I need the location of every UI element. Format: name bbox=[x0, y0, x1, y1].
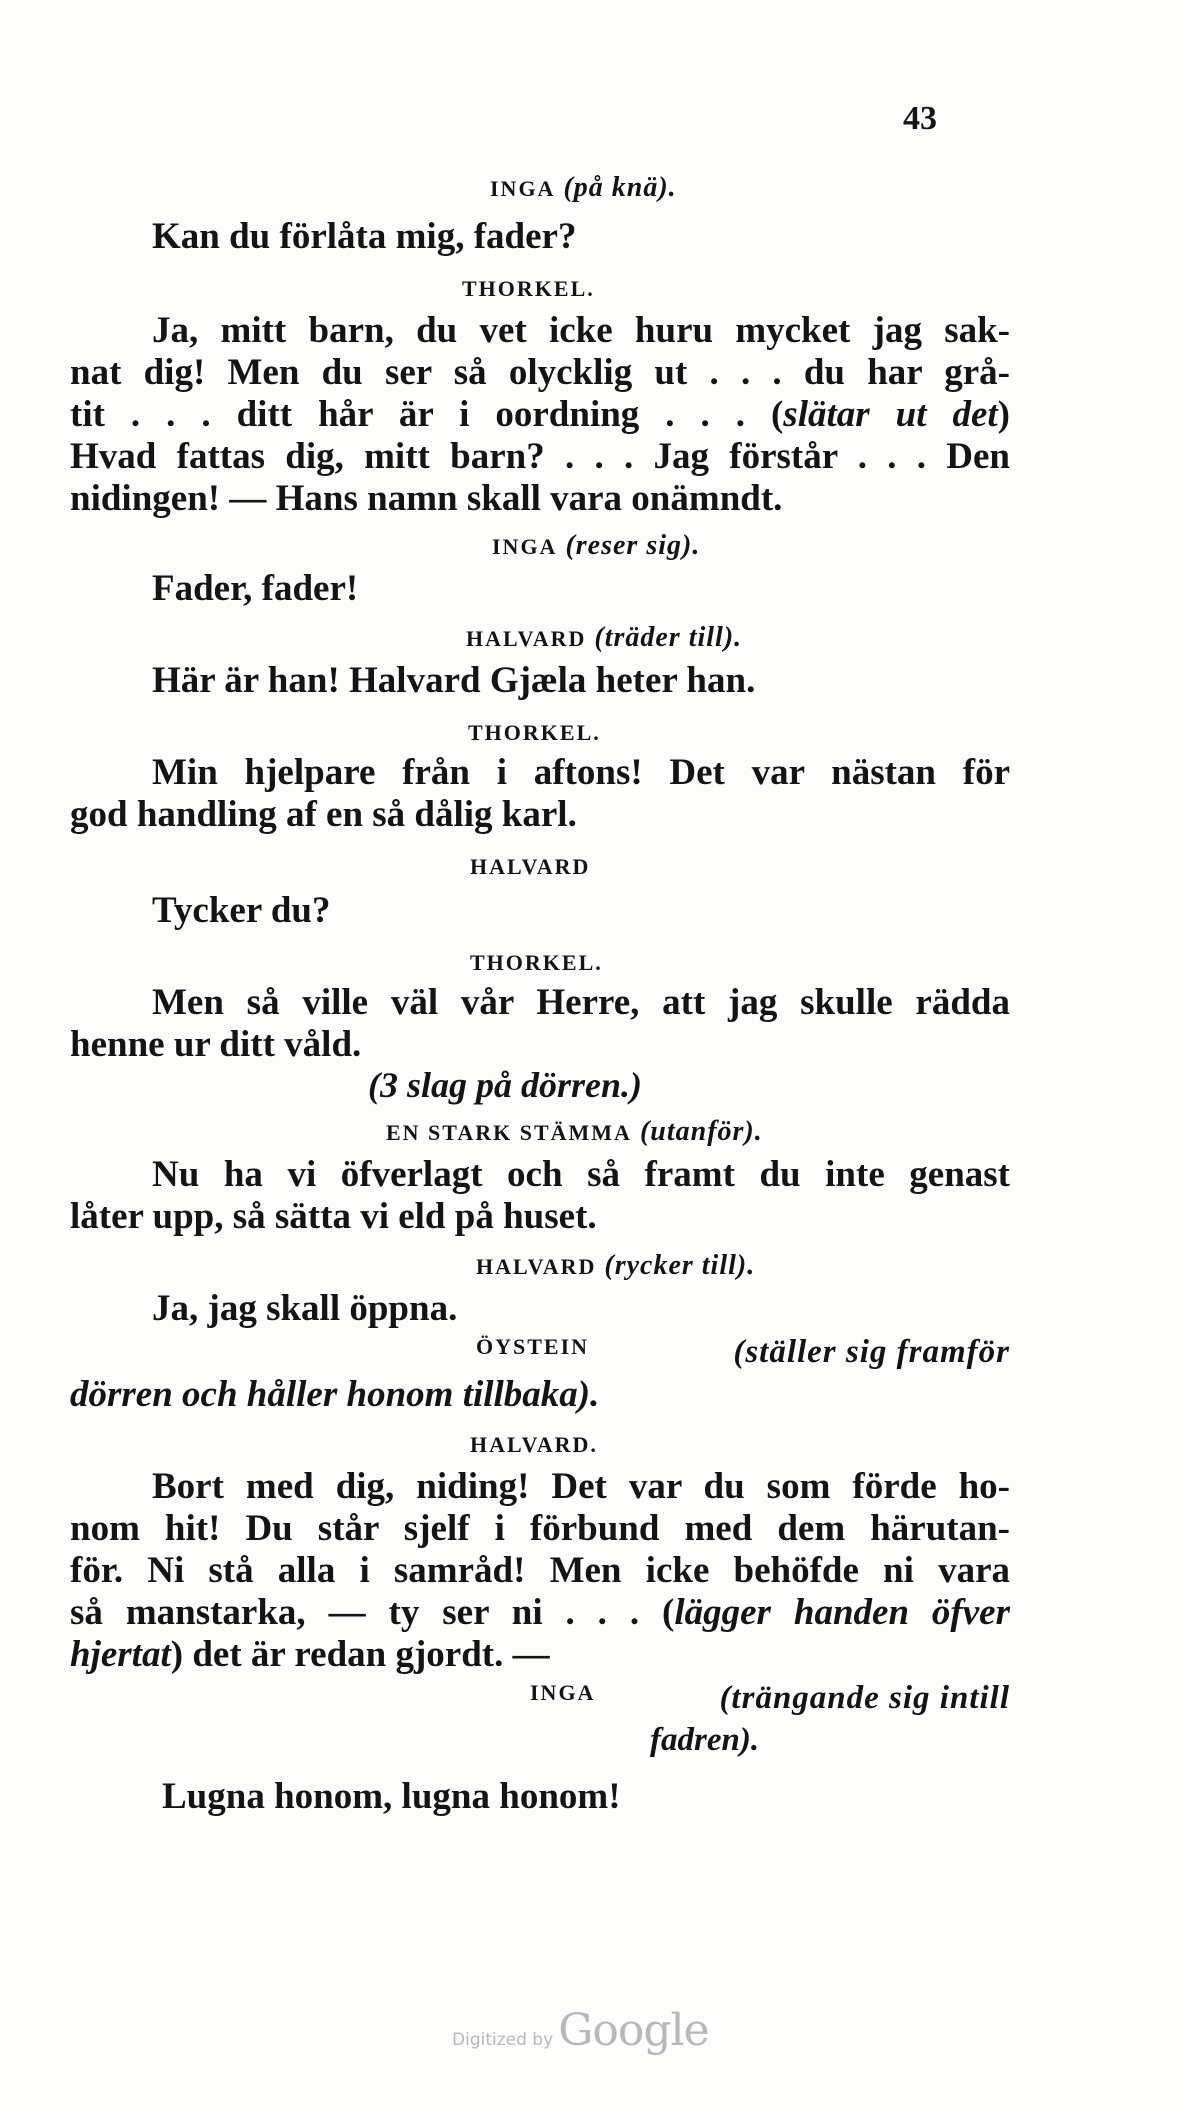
dialogue-line bbox=[70, 1592, 1010, 1634]
watermark-prefix: Digitized by bbox=[452, 2030, 554, 2050]
speaker-name: HALVARD bbox=[466, 626, 587, 651]
speaker-thorkel bbox=[468, 716, 601, 748]
speaker-halvard bbox=[476, 1250, 755, 1282]
dialogue-line: Lugna honom, lugna honom! bbox=[162, 1776, 621, 1817]
dialogue-line: Kan du förlåta mig, fader? bbox=[152, 216, 577, 257]
dialogue-line: Min hjelpare från i aftons! Det var nästan för bbox=[152, 752, 1010, 793]
dialogue-line: Ja, mitt barn, du vet icke huru mycket jag sak- bbox=[152, 310, 1010, 351]
dialogue-line: Bort med dig, niding! Det var du som förde ho- bbox=[152, 1466, 1010, 1507]
speaker-inga bbox=[530, 1680, 1010, 1717]
stage-direction-continued: dörren och håller honom tillbaka). bbox=[70, 1374, 600, 1415]
dialogue-line: Men så ville väl vår Herre, att jag skulle rädda bbox=[152, 982, 1010, 1023]
dialogue-line: låter upp, så sätta vi eld på huset. bbox=[70, 1196, 597, 1237]
dialogue-line: henne ur ditt våld. bbox=[70, 1024, 362, 1065]
dialogue-line: Tycker du? bbox=[152, 890, 331, 931]
speaker-halvard bbox=[470, 1428, 598, 1460]
dialogue-line: nat dig! Men du ser så olycklig ut . . . du har grå- bbox=[70, 352, 1010, 393]
dialogue-line: Här är han! Halvard Gjæla heter han. bbox=[152, 660, 756, 701]
speaker-inga bbox=[492, 530, 700, 562]
speaker-name: INGA bbox=[492, 534, 558, 559]
text-run: ) bbox=[997, 394, 1010, 435]
stage-direction-continued: fadren). bbox=[650, 1722, 760, 1758]
speaker-name: INGA bbox=[530, 1680, 596, 1705]
speaker-name: HALVARD bbox=[470, 854, 591, 879]
speaker-name: THORKEL. bbox=[470, 950, 603, 975]
page-number: 43 bbox=[903, 100, 937, 137]
inline-stage-direction: lägger handen öfver bbox=[674, 1592, 1010, 1633]
speaker-halvard bbox=[466, 622, 742, 654]
inline-stage-direction: hjertat bbox=[70, 1634, 171, 1675]
dialogue-line bbox=[70, 394, 1010, 436]
dialogue-line: Ja, jag skall öppna. bbox=[152, 1288, 458, 1329]
digitized-by-google-watermark bbox=[452, 2005, 709, 2056]
speaker-name: THORKEL. bbox=[462, 276, 595, 301]
speaker-name: ÖYSTEIN bbox=[476, 1334, 590, 1359]
stage-direction: (3 slag på dörren.) bbox=[368, 1065, 643, 1105]
speaker-thorkel bbox=[470, 946, 603, 978]
text-run: tit . . . ditt hår är i oordning . . . ( bbox=[70, 394, 784, 435]
dialogue-line: Fader, fader! bbox=[152, 568, 359, 609]
dialogue-line: god handling af en så dålig karl. bbox=[70, 794, 577, 835]
stage-direction: (utanför). bbox=[639, 1116, 763, 1147]
google-wordmark: Google bbox=[558, 2005, 709, 2056]
dialogue-line: Hvad fattas dig, mitt barn? . . . Jag förstår . . . Den bbox=[70, 436, 1010, 477]
speaker-halvard bbox=[470, 850, 590, 882]
stage-direction: (trängande sig intill bbox=[719, 1680, 1010, 1716]
stage-direction: (rycker till). bbox=[604, 1250, 756, 1281]
stage-direction: (ställer sig framför bbox=[733, 1334, 1010, 1370]
stage-direction: (på knä). bbox=[563, 172, 677, 203]
text-run: ) det är redan gjordt. — bbox=[170, 1634, 550, 1675]
stage-direction: (reser sig). bbox=[565, 530, 701, 561]
speaker-name: HALVARD bbox=[476, 1254, 597, 1279]
speaker-name: THORKEL. bbox=[468, 720, 601, 745]
speaker-inga bbox=[490, 172, 677, 204]
dialogue-line: nidingen! — Hans namn skall vara onämndt. bbox=[70, 478, 783, 519]
speaker-name: INGA bbox=[490, 176, 556, 201]
inline-stage-direction: slätar ut det bbox=[783, 394, 998, 435]
dialogue-line bbox=[70, 1634, 1010, 1676]
speaker-name: EN STARK STÄMMA bbox=[386, 1120, 632, 1145]
speaker-oystein bbox=[476, 1334, 1010, 1371]
speaker-thorkel bbox=[462, 272, 595, 304]
text-run: så manstarka, — ty ser ni . . . ( bbox=[70, 1592, 675, 1633]
dialogue-line: för. Ni stå alla i samråd! Men icke behöfde ni vara bbox=[70, 1550, 1010, 1591]
dialogue-line: nom hit! Du står sjelf i förbund med dem härutan- bbox=[70, 1508, 1010, 1549]
speaker-name: HALVARD. bbox=[470, 1432, 598, 1457]
dialogue-line: Nu ha vi öfverlagt och så framt du inte genast bbox=[152, 1154, 1010, 1195]
speaker-voice bbox=[386, 1116, 763, 1148]
stage-direction: (träder till). bbox=[594, 622, 743, 653]
